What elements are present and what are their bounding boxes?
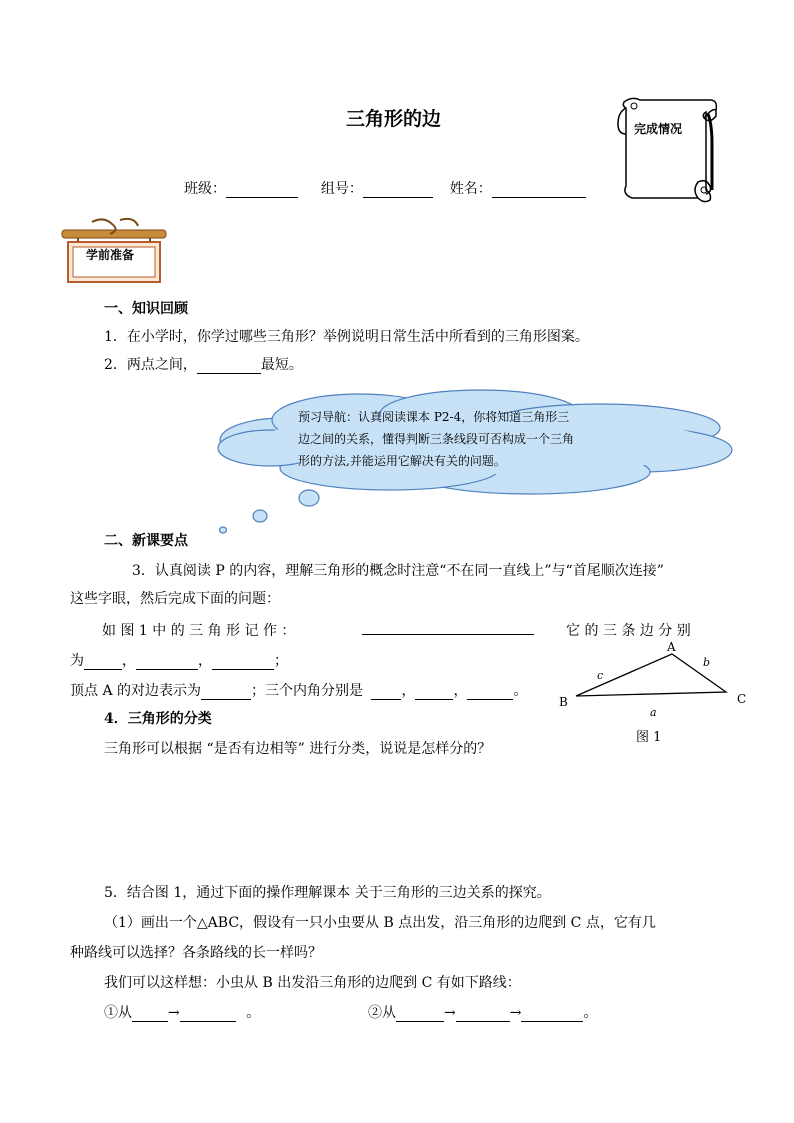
route-1: [104, 1002, 260, 1022]
question-4-heading: 4．三角形的分类: [104, 711, 212, 727]
vertex-b-label: B: [559, 695, 568, 709]
question-3-line-3: [102, 620, 295, 640]
question-1: 1．在小学时，你学过哪些三角形？举例说明日常生活中所看到的三角形图案。: [104, 329, 589, 345]
route-2: [368, 1002, 597, 1022]
question-3-line-1: 3．认真阅读 P 的内容，理解三角形的概念时注意“不在同一直线上”与“首尾顺次连接”: [132, 563, 664, 579]
q3-opposite-label: 顶点 A 的对边表示为: [70, 683, 202, 699]
figure-caption: 图 1: [636, 730, 662, 745]
route1-blank-2[interactable]: [180, 1009, 236, 1022]
cloud-line-1: 预习导航：认真阅读课本 P2-4，你将知道三角形三: [298, 410, 570, 424]
angle-blank-2[interactable]: [415, 687, 453, 700]
group-label: 组号：: [320, 181, 363, 197]
question-3-line-5: [70, 680, 527, 700]
route1-end: 。: [246, 1005, 261, 1021]
side-c-label: c: [597, 669, 604, 682]
side-blank-1[interactable]: [84, 657, 122, 670]
route1-blank-1[interactable]: [132, 1009, 168, 1022]
route1-pre: ①从: [104, 1005, 132, 1021]
sep: ，: [453, 683, 468, 699]
section2-heading: 二、新课要点: [104, 533, 188, 549]
triangle-notation-blank[interactable]: [362, 620, 534, 635]
question-5-line-1: 5．结合图 1，通过下面的操作理解课本 关于三角形的三边关系的探究。: [104, 885, 551, 901]
side-a-label: a: [650, 706, 657, 719]
sep: ，: [198, 653, 212, 669]
q3-angles-label: ；三个内角分别是: [251, 683, 364, 699]
end: 。: [513, 683, 528, 699]
cloud-line-2: 边之间的关系，懂得判断三条线段可否构成一个三角: [298, 432, 575, 446]
question-3-line-2: 这些字眼，然后完成下面的问题：: [70, 591, 280, 607]
q2-text-pre: 2．两点之间，: [104, 357, 197, 373]
q3-sides-label: 它 的 三 条 边 分 别: [566, 623, 691, 639]
badge-label: 学前准备: [86, 248, 135, 262]
student-info-row: [184, 178, 586, 198]
q3-notation-label: 如 图 1 中 的 三 角 形 记 作 ：: [102, 623, 296, 639]
arrow: →: [444, 1005, 456, 1021]
route2-end: 。: [583, 1005, 598, 1021]
opposite-side-blank[interactable]: [201, 687, 251, 700]
name-label: 姓名：: [449, 181, 492, 197]
scroll-icon: [612, 94, 722, 206]
question-3-line-4: [70, 650, 288, 670]
group-field[interactable]: [363, 183, 433, 198]
arrow: →: [168, 1005, 180, 1021]
route2-pre: ②从: [368, 1005, 396, 1021]
vertex-a-label: A: [667, 640, 676, 654]
sep: ，: [401, 683, 416, 699]
question-2: [104, 354, 303, 374]
page-title: 三角形的边: [346, 108, 442, 130]
section1-heading: 一、知识回顾: [104, 301, 188, 317]
sep: ，: [122, 653, 136, 669]
cloud-line-3: 形的方法,并能运用它解决有关的问题。: [298, 454, 506, 468]
scroll-label: 完成情况: [634, 122, 683, 136]
angle-blank-3[interactable]: [467, 687, 513, 700]
question-5-line-3: 种路线可以选择？各条路线的长一样吗？: [70, 945, 322, 961]
side-blank-3[interactable]: [212, 657, 274, 670]
question-5-line-4: 我们可以这样想：小虫从 B 出发沿三角形的边爬到 C 有如下路线：: [104, 975, 521, 991]
arrow: →: [509, 1005, 522, 1021]
q3-sides-pre: 为: [70, 653, 84, 669]
side-blank-2[interactable]: [136, 657, 198, 670]
name-field[interactable]: [492, 183, 586, 198]
route2-blank-3[interactable]: [521, 1009, 583, 1022]
class-field[interactable]: [226, 183, 298, 198]
angle-blank-1[interactable]: [371, 687, 401, 700]
side-b-label: b: [703, 656, 711, 669]
end: ；: [274, 653, 288, 669]
q2-text-post: 最短。: [260, 357, 303, 373]
vertex-c-label: C: [737, 692, 747, 706]
route2-blank-1[interactable]: [396, 1009, 444, 1022]
route2-blank-2[interactable]: [456, 1009, 510, 1022]
class-label: 班级：: [184, 181, 226, 197]
question-5-line-2: （1）画出一个△ABC，假设有一只小虫要从 B 点出发，沿三角形的边爬到 C 点，它有几: [104, 915, 656, 931]
question-4-text: 三角形可以根据 “是否有边相等” 进行分类，说说是怎样分的？: [104, 741, 492, 757]
q2-blank[interactable]: [197, 361, 261, 374]
